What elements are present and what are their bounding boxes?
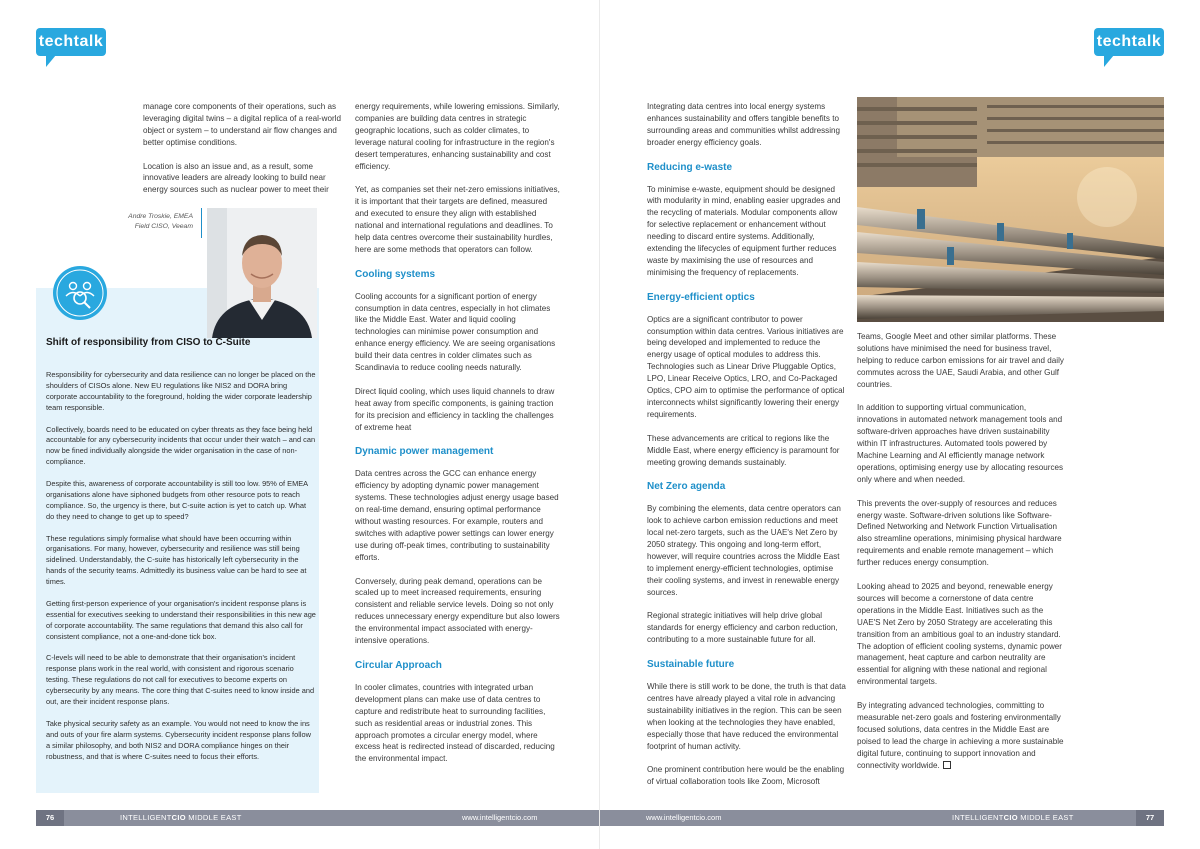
left-column-2	[355, 101, 562, 777]
section-heading-dynamic-power: Dynamic power management	[355, 446, 494, 458]
sidebar-paragraph: These regulations simply formalise what should have been occurring within organisations. For many, however, cybersecurity and resilience was still being sidelined. Understandably, the C-suite has historically left cybersecurity in the hands of the security teams. Admittedly its business value can be hard to see at times.	[46, 533, 307, 587]
paragraph: Cooling accounts for a significant portion of energy consumption in data centres, especially in hot climates like the Middle East. Water and liquid cooling technologies can minimise power consumption and enhance energy efficiency. We are seeing organisations build their data centres in colder climates such as Scandinavia to reduce cooling needs naturally.	[355, 291, 556, 373]
caption-rule	[201, 208, 202, 238]
mag-bold: CIO	[1003, 813, 1018, 822]
caption-name: Andre Troskie, EMEA	[128, 213, 193, 220]
paragraph: Yet, as companies set their net-zero emissions initiatives, it is important that their targets are defined, measured and executed to ensure they align with established national and international regulations and deadlines. To help data centres overcome their sustainability hurdles, here are some methods that operators can follow.	[355, 185, 560, 254]
section-heading-cooling: Cooling systems	[355, 268, 436, 280]
paragraph: Location is also an issue and, as a result, some innovative leaders are already looking to build near energy sources such as nuclear power to meet their	[143, 161, 329, 195]
page-number: 77	[1136, 810, 1164, 826]
mag-prefix: INTELLIGENT	[120, 813, 172, 822]
left-column-1-top	[143, 101, 343, 208]
paragraph: Teams, Google Meet and other similar platforms. These solutions have minimised the need for business travel, helping to reduce carbon emissions for air travel and daily commutes across the UAE, Saudi Arabia, and other Gulf countries.	[857, 332, 1064, 389]
techtalk-logo	[36, 28, 106, 70]
mag-suffix: MIDDLE EAST	[185, 813, 242, 822]
paragraph: manage core components of their operations, such as leveraging digital twins – a digital replica of a real-world object or system – to understand air flow changes and better optimise conditions.	[143, 102, 341, 147]
page-number: 76	[36, 810, 64, 826]
magazine-name	[120, 810, 242, 826]
paragraph: Looking ahead to 2025 and beyond, renewable energy sources will become a cornerstone of data centre operations in the Middle East. Initiatives such as the UAE'S Net Zero by 2050 Strategy are accelerating this transition from an ambitious goal to an industry standard. The adoption of efficient cooling systems, dynamic power management, heat capture and carbon neutrality are essential for aligning with these national and regional environmental targets.	[857, 581, 1062, 687]
section-heading-ewaste: Reducing e-waste	[647, 161, 733, 173]
logo-bubble: techtalk	[36, 28, 106, 56]
mag-bold: CIO	[171, 813, 186, 822]
sidebar-paragraph: Take physical security safety as an example. You would not need to know the ins and outs of your fire alarm systems. Cybersecurity incident response plans follow a similar philosophy, and both NIS2 and DORA compliance hinges on their robustness, and that is where C-suites need to focus their efforts.	[46, 718, 311, 761]
paragraph: Integrating data centres into local energy systems enhances sustainability and offers tangible benefits to surrounding areas and communities whilst addressing broader energy efficiency goals.	[647, 102, 841, 147]
magazine-name	[952, 810, 1074, 826]
sidebar-title: Shift of responsibility from CISO to C-Suite	[46, 337, 251, 348]
paragraph: To minimise e-waste, equipment should be designed with modularity in mind, enabling easier upgrades and the recycling of materials. Modular components allow for selective replacement or enhancement without needing to discard entire systems. Additionally, extending the lifecycles of equipment further reduces waste by maximising the use of resources and minimising the frequency of replacements.	[647, 184, 841, 277]
paragraph	[857, 700, 1067, 771]
section-heading-optics: Energy-efficient optics	[647, 291, 755, 303]
sidebar-paragraph: Despite this, awareness of corporate accountability is still too low. 95% of EMEA organisations alone have siphoned budgets from other resource pots to reach compliance. So, the urgency is there, but C-suite action is yet to catch up. What do they need to change to get up to speed?	[46, 479, 308, 521]
sidebar-paragraph: Getting first-person experience of your organisation's incident response plans is essential for executives seeking to understand their responsibilities in this new age of corporate accountability. The same regulations that demand this also call for consistent compliance, not a one-and-done tick box.	[46, 598, 316, 641]
right-column-2	[857, 331, 1067, 783]
section-heading-net-zero: Net Zero agenda	[647, 481, 726, 493]
team-search-icon	[53, 266, 107, 320]
paragraph: By combining the elements, data centre operators can look to achieve carbon emission reductions and meet local net-zero targets, such as the UAE's Net Zero by 2050 strategy. This ongoing and long-term effort, however, will require countries across the Middle East to implement energy-efficient technologies, optimise their cooling systems, and invest in renewable energy sources.	[647, 504, 841, 597]
logo-tail	[46, 55, 56, 67]
right-page	[600, 0, 1200, 849]
caption-role: Field CISO, Veeam	[134, 222, 193, 230]
photo-caption	[95, 212, 193, 231]
left-footer	[36, 810, 600, 826]
paragraph: Regional strategic initiatives will help drive global standards for energy efficiency and carbon reduction, contributing to a more sustainable future for all.	[647, 611, 838, 645]
paragraph: Optics are a significant contributor to power consumption within data centres. Various initiatives are being developed and implemented to reduce the energy usage of optical modules to address this. Technologies such as Linear Drive Pluggable Optics, LPO, Linear Receive Optics, LRO, and Co-Packaged Optics, CPO aim to optimise the performance of optical interconnects whilst significantly lowering their energy requirements.	[647, 314, 845, 419]
sidebar-body	[46, 370, 316, 773]
section-heading-sustainable-future: Sustainable future	[647, 659, 735, 671]
right-footer	[600, 810, 1164, 826]
footer-url[interactable]: www.intelligentcio.com	[462, 813, 538, 822]
mag-prefix: INTELLIGENT	[952, 813, 1004, 822]
paragraph: Direct liquid cooling, which uses liquid channels to draw heat away from specific components, is gaining traction for its precision and efficiency in tackling the challenges of extreme heat	[355, 386, 555, 432]
paragraph: These advancements are critical to regions like the Middle East, where energy efficiency is paramount for meeting growing demands sustainably.	[647, 433, 840, 467]
footer-url[interactable]: www.intelligentcio.com	[646, 813, 722, 822]
paragraph: energy requirements, while lowering emissions. Similarly, companies are building data centres in strategic geographic locations, such as colder climates, to leverage natural cooling for infrastructure in the region's desert temperatures, enhancing sustainability and cost efficiency.	[355, 102, 560, 171]
right-column-1	[647, 101, 847, 800]
logo-tail	[1104, 55, 1114, 67]
techtalk-logo	[1094, 28, 1164, 70]
paragraph: This prevents the over-supply of resources and reduces energy waste. Software-driven solutions like Software-Defined Networking and Network Function Virtualisation also streamline operations, minimising physical hardware requirements and enable remote management – which further reduces energy consumption.	[857, 498, 1062, 568]
paragraph: Data centres across the GCC can enhance energy efficiency by adopting dynamic power management systems. These technologies adjust energy usage based on real-time demand, ensuring optimal performance without wasting resources. For example, routers and switches with adaptive power settings can lower energy use during off-peak times, contributing to sustainability efforts.	[355, 469, 559, 562]
sidebar-paragraph: C-levels will need to be able to demonstrate that their organisation's incident response plans work in the real world, with consistent and rigorous scenario testing. These regulations do not call for executives to become experts on cybersecurity by any means. The core thing that C-suites need to know inside and out, are their incident response plans.	[46, 653, 315, 707]
logo-bubble: techtalk	[1094, 28, 1164, 56]
paragraph: One prominent contribution here would be the enabling of virtual collaboration tools like Zoom, Microsoft	[647, 765, 845, 787]
closing-text: By integrating advanced technologies, committing to measurable net-zero goals and fostering environmentally focused solutions, data centres in the Middle East are poised to lead the charge in achieving a more sustainable digital future, continuing to support innovation and connectivity worldwide.	[857, 701, 1064, 770]
sidebar-paragraph: Responsibility for cybersecurity and data resilience can no longer be placed on the shoulders of CISOs alone. New EU regulations like NIS2 and DORA bring corporate accountability to the foreground, holding the wider corporate leadership team responsible.	[46, 370, 316, 412]
paragraph: In cooler climates, countries with integrated urban development plans can make use of data centres to capture and redistribute heat to surrounding facilities, such as residential areas or industrial zones. This approach promotes a circular energy model, where excess heat is redirected instead of discarded, reducing the environmental impact.	[355, 682, 555, 764]
sidebar-paragraph: Collectively, boards need to be educated on cyber threats as they face being held accountable for any cybersecurity incidents that occur under their watch – and can now be fined individually alongside the wider organisation in the case of non-compliance.	[46, 424, 316, 467]
end-mark-icon	[943, 761, 951, 769]
section-heading-circular: Circular Approach	[355, 659, 442, 671]
paragraph: Conversely, during peak demand, operations can be scaled up to meet increased requirements, ensuring consistent and reliable service levels. Doing so not only reduces unnecessary energy expenditure but also lowers the environmental impact associated with energy-intensive operations.	[355, 576, 560, 646]
portrait-photo	[207, 208, 317, 338]
paragraph: While there is still work to be done, the truth is that data centres have already played a vital role in advancing sustainability initiatives in the region. This can be seen when looking at the technologies they have enabled, especially those that have reduced the environmental footprint of human activity.	[647, 682, 846, 751]
mag-suffix: MIDDLE EAST	[1017, 813, 1074, 822]
paragraph: In addition to supporting virtual communication, innovations in automated network management tools and software-driven approaches have driven sustainability within IT infrastructures. Automated tools powered by Machine Learning and AI efficiently manage network operations, optimising energy use by allocating resources only where and when needed.	[857, 403, 1064, 484]
hero-photo-pipes	[857, 97, 1164, 322]
